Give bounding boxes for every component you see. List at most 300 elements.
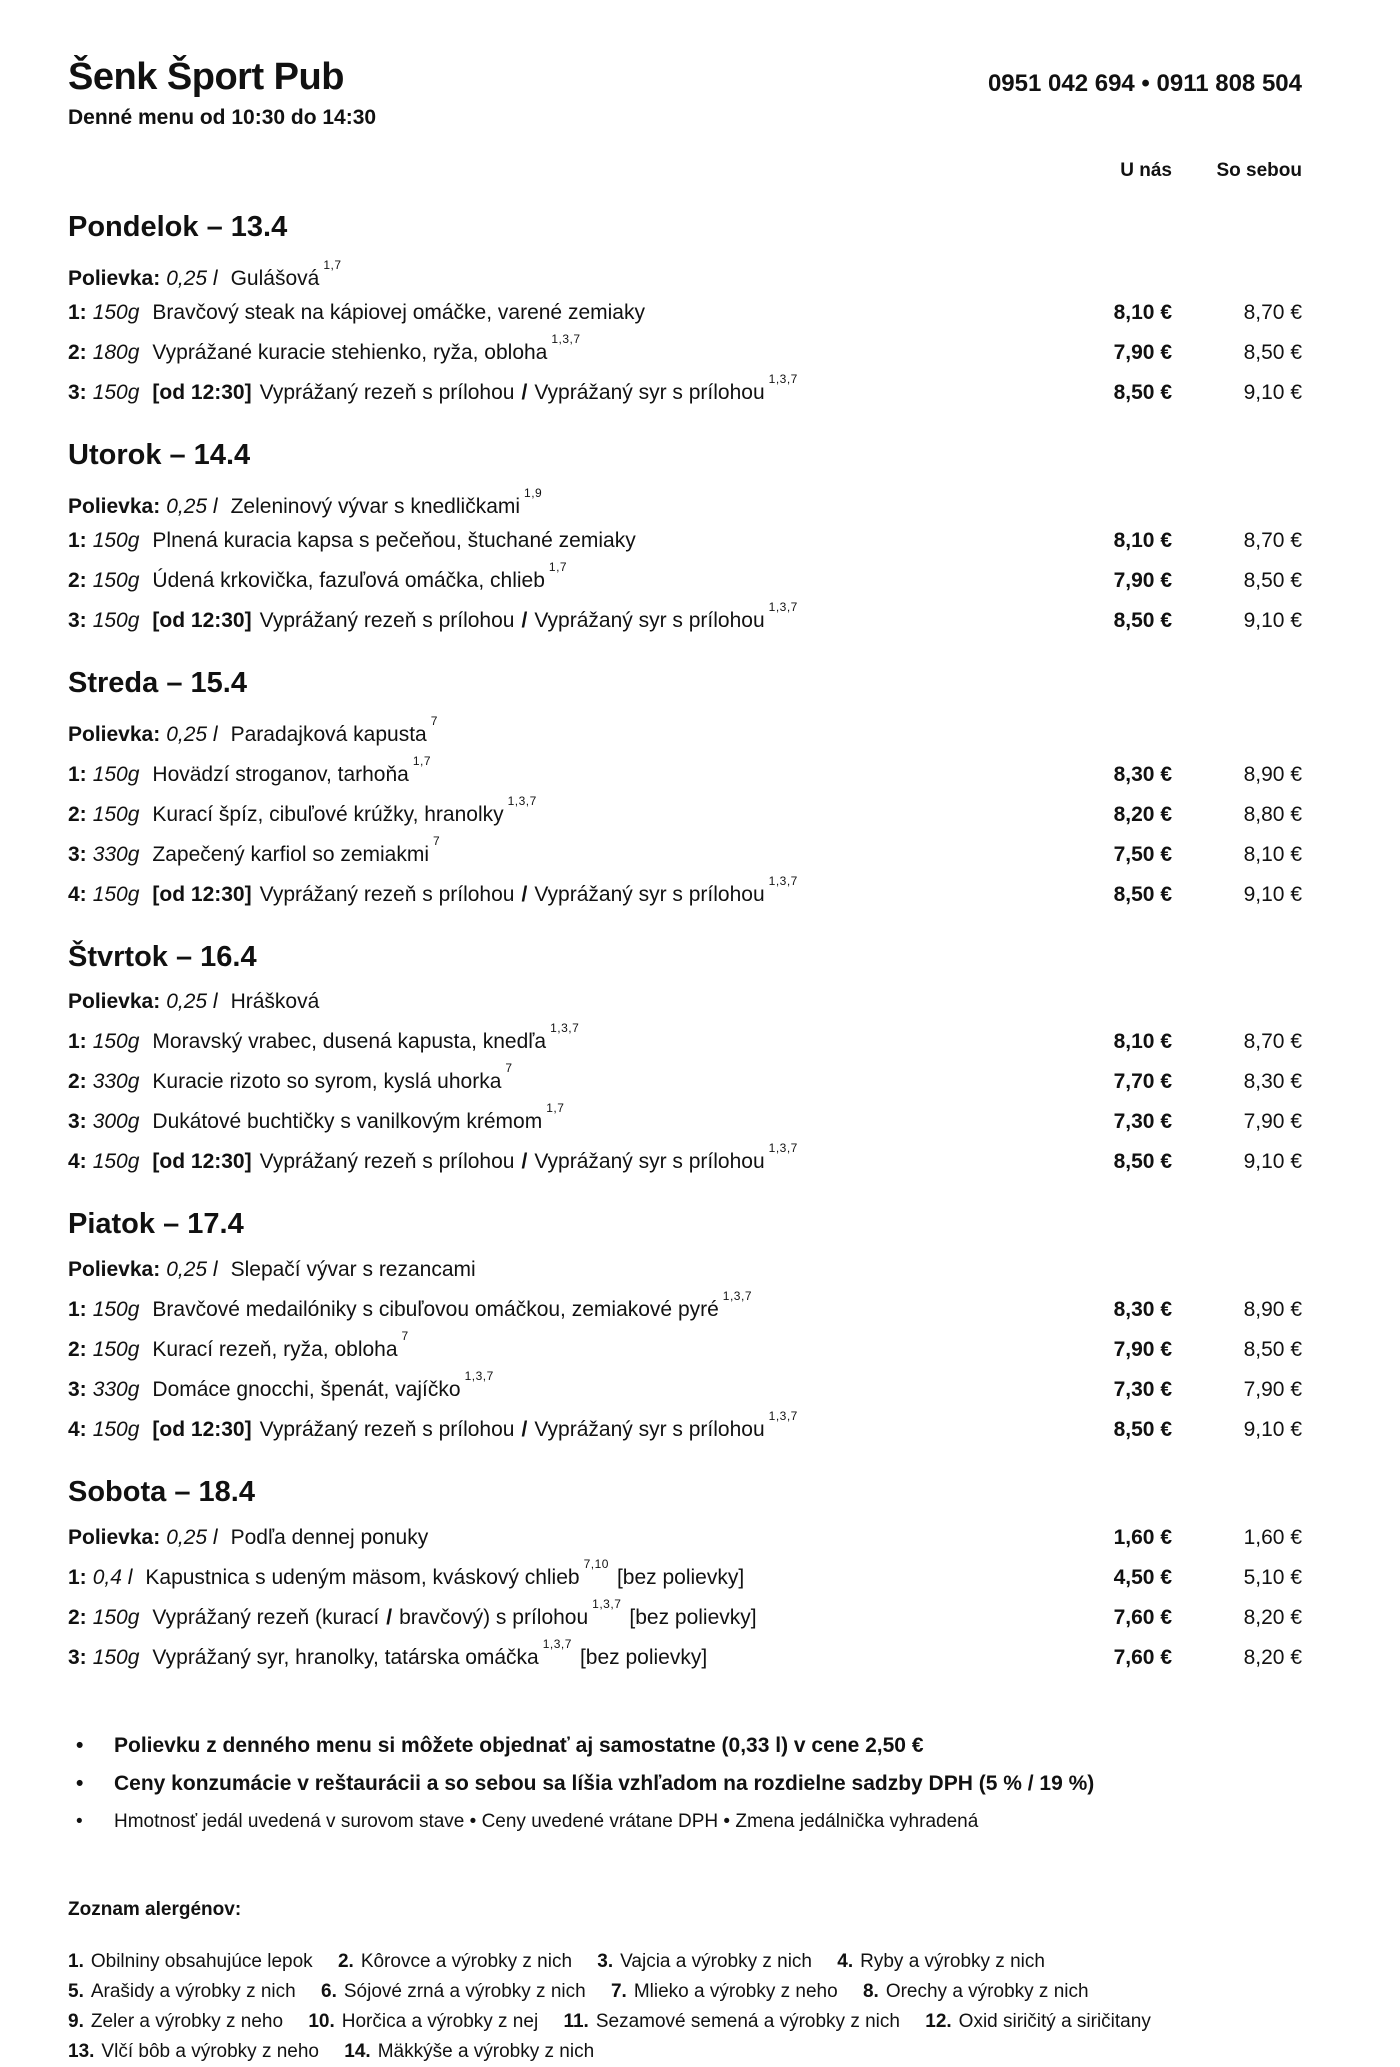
menu-row <box>68 1099 1302 1139</box>
dish-description <box>68 296 1052 330</box>
row-allergen-numbers: 7 <box>401 1329 409 1344</box>
day-rows <box>68 985 1302 1179</box>
allergen-list <box>68 1947 1302 2067</box>
row-portion: 0,25 l <box>166 494 218 518</box>
row-allergen-numbers: 1,3,7 <box>768 599 798 614</box>
day-section <box>68 668 1302 912</box>
price-takeaway: 7,90 € <box>1243 1110 1302 1134</box>
price-takeaway: 7,90 € <box>1243 1378 1302 1402</box>
day-title: Utorok – 14.4 <box>68 438 251 471</box>
dish-description <box>68 598 1052 638</box>
allergen-number: 7. <box>610 1981 627 2003</box>
note-text: Ceny konzumácie v reštaurácii a so sebou sa líšia vzhľadom na rozdielne sadzby DPH (5 % / 19 %) <box>114 1772 1095 1796</box>
day-rows <box>68 256 1302 410</box>
row-portion: 150g <box>92 1298 140 1322</box>
row-label: 2: <box>68 568 87 592</box>
row-label: Polievka: <box>68 1258 161 1282</box>
row-portion: 150g <box>92 882 140 906</box>
price-takeaway: 8,80 € <box>1243 802 1302 826</box>
allergen-item <box>308 2011 538 2032</box>
dish-description <box>68 1059 1052 1099</box>
row-time-note: [od 12:30] <box>152 1150 252 1174</box>
row-portion: 150g <box>92 1338 140 1362</box>
row-label: 2: <box>68 1070 87 1094</box>
row-label: 3: <box>68 842 87 866</box>
allergen-text: Sezamové semená a výrobky z nich <box>595 2011 900 2033</box>
row-label: 2: <box>68 802 87 826</box>
bullet-icon: • <box>76 1734 84 1758</box>
note-text: Hmotnosť jedál uvedená v surovom stave • Ceny uvedené vrátane DPH • Zmena jedálnička vyhradená <box>114 1811 979 1833</box>
row-slash: / <box>521 1150 528 1174</box>
price-takeaway: 8,70 € <box>1243 300 1302 324</box>
dish-description <box>68 792 1052 832</box>
allergen-item <box>68 2011 283 2032</box>
menu-row <box>68 598 1302 638</box>
allergen-text: Orechy a výrobky z nich <box>885 1981 1089 2003</box>
allergen-text: Vlčí bôb a výrobky z neho <box>101 2041 319 2063</box>
price-dine-in: 8,50 € <box>1113 608 1172 632</box>
row-text: Gulášová <box>230 266 320 290</box>
day-title: Piatok – 17.4 <box>68 1208 244 1241</box>
row-allergen-numbers: 1,3,7 <box>768 1141 798 1156</box>
price-takeaway: 9,10 € <box>1243 1150 1302 1174</box>
row-label: 3: <box>68 1110 87 1134</box>
row-label: 3: <box>68 608 87 632</box>
price-dine-in: 8,30 € <box>1113 762 1172 786</box>
row-text: Zapečený karfiol so zemiakmi <box>152 842 430 866</box>
row-portion: 0,4 l <box>92 1566 133 1590</box>
dish-description <box>68 1367 1052 1407</box>
phone-numbers: 0951 042 694 • 0911 808 504 <box>987 70 1302 97</box>
row-portion: 0,25 l <box>166 1526 218 1550</box>
row-allergen-numbers: 1,3,7 <box>768 1409 798 1424</box>
allergen-number: 11. <box>563 2011 589 2033</box>
row-text: Vyprážaný rezeň s prílohou <box>259 882 515 906</box>
row-text-2: Vyprážaný syr s prílohou <box>534 1150 765 1174</box>
dish-description <box>68 712 1052 752</box>
row-time-note: [od 12:30] <box>152 380 252 404</box>
row-allergen-numbers: 1,7 <box>323 257 342 272</box>
menu-row <box>68 1407 1302 1447</box>
row-label: Polievka: <box>68 494 161 518</box>
price-takeaway: 8,10 € <box>1243 842 1302 866</box>
menu-row <box>68 1595 1302 1635</box>
day-rows <box>68 1521 1302 1675</box>
price-dine-in: 8,10 € <box>1113 300 1172 324</box>
allergen-number: 3. <box>597 1951 614 1973</box>
row-text: Vyprážaný rezeň (kurací <box>152 1606 380 1630</box>
dish-description <box>68 1521 1052 1555</box>
row-allergen-numbers: 1,3,7 <box>550 1021 580 1036</box>
row-label: 1: <box>68 300 87 324</box>
allergen-text: Vajcia a výrobky z nich <box>620 1951 812 1973</box>
row-label: 4: <box>68 1150 87 1174</box>
row-portion: 150g <box>92 608 140 632</box>
row-text-2: bravčový) s prílohou <box>399 1606 589 1630</box>
row-text: Vyprážaný rezeň s prílohou <box>259 1150 515 1174</box>
day-title: Streda – 15.4 <box>68 666 247 699</box>
row-allergen-numbers: 1,3,7 <box>768 873 798 888</box>
allergen-text: Zeler a výrobky z neho <box>90 2011 284 2033</box>
row-allergen-numbers: 1,3,7 <box>768 371 798 386</box>
restaurant-name: Šenk Šport Pub <box>68 56 344 98</box>
price-dine-in: 7,70 € <box>1113 1070 1172 1094</box>
menu-row <box>68 330 1302 370</box>
dish-description <box>68 872 1052 912</box>
price-dine-in: 8,50 € <box>1113 380 1172 404</box>
row-text: Kuracie rizoto so syrom, kyslá uhorka <box>152 1070 502 1094</box>
menu-row <box>68 484 1302 524</box>
allergen-line <box>68 2007 1302 2037</box>
price-dine-in: 8,30 € <box>1113 1298 1172 1322</box>
allergen-text: Ryby a výrobky z nich <box>860 1951 1045 1973</box>
dish-description <box>68 524 1052 558</box>
menu-row <box>68 1521 1302 1555</box>
price-takeaway: 8,20 € <box>1243 1646 1302 1670</box>
row-text: Kurací špíz, cibuľové krúžky, hranolky <box>152 802 504 826</box>
price-takeaway: 8,20 € <box>1243 1606 1302 1630</box>
menu-row <box>68 1253 1302 1287</box>
row-label: 2: <box>68 1606 87 1630</box>
menu-row <box>68 1635 1302 1675</box>
price-takeaway: 8,90 € <box>1243 762 1302 786</box>
dish-description <box>68 832 1052 872</box>
row-allergen-numbers: 7 <box>505 1061 513 1076</box>
day-rows <box>68 484 1302 638</box>
day-section <box>68 942 1302 1180</box>
row-text: Vyprážaný rezeň s prílohou <box>259 1418 515 1442</box>
row-allergen-numbers: 1,7 <box>548 559 568 574</box>
row-allergen-numbers: 7 <box>433 833 441 848</box>
price-takeaway: 1,60 € <box>1243 1526 1302 1550</box>
allergen-number: 6. <box>321 1981 337 2003</box>
price-takeaway: 8,50 € <box>1243 1338 1302 1362</box>
menu-row <box>68 792 1302 832</box>
allergen-number: 5. <box>68 1981 84 2003</box>
note-row <box>68 1727 1302 1765</box>
row-text: Bravčové medailóniky s cibuľovou omáčkou, zemiakové pyré <box>152 1298 719 1322</box>
menu-row <box>68 1555 1302 1595</box>
row-label: 2: <box>68 340 87 364</box>
allergen-line <box>68 2037 1302 2067</box>
day-section <box>68 212 1302 410</box>
allergen-line <box>68 1977 1302 2007</box>
row-portion: 150g <box>92 300 140 324</box>
dish-description <box>68 370 1052 410</box>
row-label: Polievka: <box>68 1526 161 1550</box>
dish-description <box>68 558 1052 598</box>
allergen-number: 2. <box>337 1951 354 1973</box>
price-takeaway: 8,50 € <box>1243 568 1302 592</box>
allergen-item <box>68 1951 313 1972</box>
row-text: Zeleninový vývar s knedličkami <box>230 494 521 518</box>
allergen-title: Zoznam alergénov: <box>68 1899 242 1921</box>
allergen-item <box>837 1951 1045 1972</box>
price-takeaway: 9,10 € <box>1243 380 1302 404</box>
menu-row <box>68 296 1302 330</box>
allergen-item <box>611 1981 838 2002</box>
row-text: Vyprážané kuracie stehienko, ryža, obloha <box>152 340 548 364</box>
price-takeaway: 8,50 € <box>1243 340 1302 364</box>
row-label: 3: <box>68 1646 87 1670</box>
day-title: Štvrtok – 16.4 <box>68 940 257 973</box>
allergen-number: 14. <box>344 2041 371 2063</box>
allergen-item <box>68 2041 319 2062</box>
allergen-number: 8. <box>862 1981 879 2003</box>
price-dine-in: 8,20 € <box>1113 802 1172 826</box>
price-takeaway: 8,30 € <box>1243 1070 1302 1094</box>
price-takeaway: 5,10 € <box>1243 1566 1302 1590</box>
day-rows <box>68 1253 1302 1447</box>
row-portion: 330g <box>92 842 140 866</box>
menu-row <box>68 712 1302 752</box>
allergen-text: Oxid siričitý a siričitany <box>958 2011 1151 2033</box>
row-portion: 0,25 l <box>166 990 218 1014</box>
bullet-icon: • <box>76 1811 83 1833</box>
allergen-number: 10. <box>308 2011 335 2033</box>
row-label: 1: <box>68 1298 87 1322</box>
row-label: 3: <box>68 380 87 404</box>
row-text: Hrášková <box>230 990 320 1014</box>
price-dine-in: 8,10 € <box>1113 1030 1172 1054</box>
allergen-number: 12. <box>925 2011 952 2033</box>
allergen-text: Kôrovce a výrobky z nich <box>360 1951 573 1973</box>
row-text: Kurací rezeň, ryža, obloha <box>152 1338 398 1362</box>
price-dine-in: 7,90 € <box>1113 340 1172 364</box>
row-text: Vyprážaný syr, hranolky, tatárska omáčka <box>152 1646 539 1670</box>
price-takeaway: 8,70 € <box>1243 528 1302 552</box>
row-allergen-numbers: 1,3,7 <box>542 1637 572 1652</box>
price-dine-in: 7,50 € <box>1113 842 1172 866</box>
allergen-item <box>344 2041 594 2062</box>
price-takeaway: 8,70 € <box>1243 1030 1302 1054</box>
row-text-2: Vyprážaný syr s prílohou <box>534 380 765 404</box>
row-slash: / <box>521 1418 528 1442</box>
row-suffix: [bez polievky] <box>616 1566 745 1590</box>
column-dine-in-label: U nás <box>1120 159 1172 181</box>
row-text: Hovädzí stroganov, tarhoňa <box>152 762 409 786</box>
row-slash: / <box>386 1606 393 1630</box>
menu-hours: Denné menu od 10:30 do 14:30 <box>68 105 377 129</box>
price-dine-in: 7,30 € <box>1113 1110 1172 1134</box>
row-label: 2: <box>68 1338 87 1362</box>
menu-row <box>68 256 1302 296</box>
row-slash: / <box>521 608 528 632</box>
row-label: 1: <box>68 1566 87 1590</box>
allergen-item <box>925 2011 1151 2032</box>
allergen-text: Mäkkýše a výrobky z nich <box>377 2041 595 2063</box>
menu-row <box>68 370 1302 410</box>
row-portion: 150g <box>92 380 140 404</box>
row-portion: 150g <box>92 528 140 552</box>
row-portion: 180g <box>92 340 140 364</box>
row-text: Dukátové buchtičky s vanilkovým krémom <box>152 1110 543 1134</box>
allergen-line <box>68 1947 1302 1977</box>
row-portion: 150g <box>92 1150 140 1174</box>
row-time-note: [od 12:30] <box>152 882 252 906</box>
day-section <box>68 1209 1302 1447</box>
allergen-item <box>563 2011 900 2032</box>
row-slash: / <box>521 882 528 906</box>
row-text-2: Vyprážaný syr s prílohou <box>534 882 765 906</box>
allergen-item <box>321 1981 586 2002</box>
dish-description <box>68 1019 1052 1059</box>
row-text: Paradajková kapusta <box>230 722 427 746</box>
row-text: Údená krkovička, fazuľová omáčka, chlieb <box>152 568 545 592</box>
dish-description <box>68 256 1052 296</box>
price-dine-in: 8,50 € <box>1113 1418 1172 1442</box>
menu-row <box>68 1367 1302 1407</box>
allergen-item <box>597 1951 812 1972</box>
price-dine-in: 7,30 € <box>1113 1378 1172 1402</box>
price-dine-in: 7,60 € <box>1113 1646 1172 1670</box>
row-text: Bravčový steak na kápiovej omáčke, varené zemiaky <box>152 300 645 324</box>
row-portion: 330g <box>92 1378 140 1402</box>
menu-row <box>68 558 1302 598</box>
row-slash: / <box>521 380 528 404</box>
row-text: Moravský vrabec, dusená kapusta, knedľa <box>152 1030 547 1054</box>
row-time-note: [od 12:30] <box>152 1418 252 1442</box>
row-portion: 150g <box>92 762 140 786</box>
row-portion: 150g <box>92 1030 140 1054</box>
note-row <box>68 1765 1302 1803</box>
row-text: Vyprážaný rezeň s prílohou <box>259 608 515 632</box>
note-row <box>68 1803 1302 1841</box>
dish-description <box>68 1287 1052 1327</box>
row-label: 4: <box>68 1418 87 1442</box>
dish-description <box>68 1635 1052 1675</box>
price-takeaway: 8,90 € <box>1243 1298 1302 1322</box>
row-allergen-numbers: 1,9 <box>524 485 543 500</box>
row-allergen-numbers: 1,3,7 <box>464 1369 494 1384</box>
price-dine-in: 4,50 € <box>1113 1566 1172 1590</box>
price-dine-in: 8,50 € <box>1113 882 1172 906</box>
day-title: Sobota – 18.4 <box>68 1476 255 1509</box>
row-portion: 150g <box>92 1418 140 1442</box>
menu-row <box>68 524 1302 558</box>
row-allergen-numbers: 7,10 <box>583 1557 609 1572</box>
row-text: Vyprážaný rezeň s prílohou <box>259 380 515 404</box>
row-suffix: [bez polievky] <box>629 1606 757 1630</box>
price-takeaway: 9,10 € <box>1243 608 1302 632</box>
dish-description <box>68 752 1052 792</box>
dish-description <box>68 1253 1052 1287</box>
dish-description <box>68 330 1052 370</box>
dish-description <box>68 484 1052 524</box>
row-allergen-numbers: 1,3,7 <box>722 1289 752 1304</box>
row-label: Polievka: <box>68 266 161 290</box>
dish-description <box>68 1139 1052 1179</box>
allergen-text: Obilniny obsahujúce lepok <box>90 1951 313 1973</box>
allergen-text: Sójové zrná a výrobky z nich <box>343 1981 586 2003</box>
row-text-2: Vyprážaný syr s prílohou <box>534 1418 765 1442</box>
dish-description <box>68 1595 1052 1635</box>
row-text: Domáce gnocchi, špenát, vajíčko <box>152 1378 461 1402</box>
row-portion: 150g <box>92 1646 140 1670</box>
day-section <box>68 1477 1302 1675</box>
bullet-icon: • <box>76 1772 84 1796</box>
row-allergen-numbers: 7 <box>430 713 438 728</box>
row-portion: 150g <box>92 1606 140 1630</box>
row-text: Podľa dennej ponuky <box>230 1526 429 1550</box>
allergen-number: 9. <box>68 2011 84 2033</box>
price-dine-in: 1,60 € <box>1113 1526 1172 1550</box>
allergen-number: 1. <box>68 1951 84 1973</box>
menu-row <box>68 1287 1302 1327</box>
row-portion: 150g <box>92 568 140 592</box>
allergen-number: 4. <box>837 1951 854 1973</box>
row-portion: 0,25 l <box>166 722 218 746</box>
row-allergen-numbers: 1,7 <box>412 753 432 768</box>
row-portion: 0,25 l <box>166 266 218 290</box>
allergen-text: Arašidy a výrobky z nich <box>90 1981 296 2003</box>
row-label: 1: <box>68 528 87 552</box>
notes <box>68 1727 1302 1841</box>
allergen-item <box>68 1981 296 2002</box>
menu-row <box>68 1019 1302 1059</box>
allergen-item <box>863 1981 1089 2002</box>
dish-description <box>68 1099 1052 1139</box>
row-label: Polievka: <box>68 990 161 1014</box>
price-dine-in: 7,60 € <box>1113 1606 1172 1630</box>
row-portion: 300g <box>92 1110 140 1134</box>
price-column-headers <box>68 160 1302 182</box>
dish-description <box>68 1555 1052 1595</box>
row-portion: 330g <box>92 1070 140 1094</box>
row-portion: 150g <box>92 802 140 826</box>
price-dine-in: 8,50 € <box>1113 1150 1172 1174</box>
row-text: Plnená kuracia kapsa s pečeňou, štuchané zemiaky <box>152 528 636 552</box>
days <box>68 212 1302 1675</box>
row-label: 1: <box>68 762 87 786</box>
menu-row <box>68 1139 1302 1179</box>
day-rows <box>68 712 1302 912</box>
menu-row <box>68 872 1302 912</box>
allergen-text: Mlieko a výrobky z neho <box>633 1981 838 2003</box>
row-text: Slepačí vývar s rezancami <box>230 1258 476 1282</box>
price-dine-in: 7,90 € <box>1113 1338 1172 1362</box>
note-text: Polievku z denného menu si môžete objednať aj samostatne (0,33 l) v cene 2,50 € <box>114 1734 924 1758</box>
dish-description <box>68 1407 1052 1447</box>
row-suffix: [bez polievky] <box>579 1646 708 1670</box>
row-label: 3: <box>68 1378 87 1402</box>
menu-row <box>68 985 1302 1019</box>
allergen-item <box>338 1951 572 1972</box>
row-allergen-numbers: 1,3,7 <box>551 331 581 346</box>
row-allergen-numbers: 1,3,7 <box>507 793 537 808</box>
header-left <box>68 58 376 130</box>
day-title: Pondelok – 13.4 <box>68 210 288 243</box>
dish-description <box>68 985 1052 1019</box>
price-takeaway: 9,10 € <box>1243 1418 1302 1442</box>
allergen-section <box>68 1899 1302 2067</box>
row-allergen-numbers: 1,3,7 <box>592 1597 622 1612</box>
row-allergen-numbers: 1,7 <box>546 1101 565 1116</box>
price-dine-in: 8,10 € <box>1113 528 1172 552</box>
row-time-note: [od 12:30] <box>152 608 252 632</box>
day-section <box>68 440 1302 638</box>
menu-row <box>68 1059 1302 1099</box>
row-label: 4: <box>68 882 87 906</box>
price-takeaway: 9,10 € <box>1243 882 1302 906</box>
dish-description <box>68 1327 1052 1367</box>
row-label: Polievka: <box>68 722 161 746</box>
row-text: Kapustnica s udeným mäsom, kváskový chlieb <box>145 1566 580 1590</box>
page-header <box>68 58 1302 130</box>
row-label: 1: <box>68 1030 87 1054</box>
allergen-number: 13. <box>68 2041 95 2063</box>
menu-row <box>68 832 1302 872</box>
